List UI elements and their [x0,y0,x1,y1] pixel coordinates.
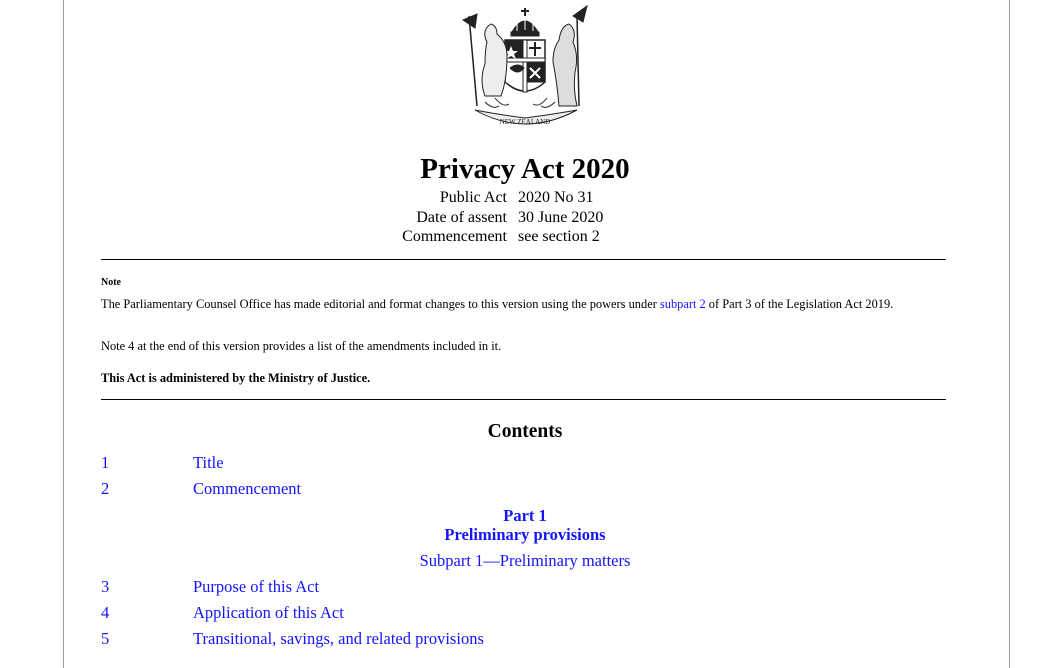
meta-value: see section 2 [518,228,600,245]
toc-link[interactable]: Transitional, savings, and related provisions [193,629,484,648]
meta-label: Commencement [402,228,507,245]
toc-number[interactable]: 4 [101,603,110,622]
note-heading: Note [101,277,121,288]
toc-link[interactable]: Commencement [193,479,302,498]
meta-row-public-act [0,188,1050,208]
toc-link[interactable]: Application of this Act [193,603,344,622]
divider [101,259,946,260]
meta-row-commencement [0,227,1050,247]
meta-value: 2020 No 31 [518,189,594,206]
meta-label: Public Act [439,189,507,206]
nz-coat-of-arms-icon [455,2,595,136]
toc-number[interactable]: 5 [101,629,110,648]
divider [101,399,946,400]
meta-row-date-of-assent [0,208,1050,228]
toc-part-number[interactable]: Part 1 [503,506,547,525]
act-metadata [0,188,1050,247]
toc-part-title[interactable]: Preliminary provisions [444,525,606,544]
note-text-after: of Part 3 of the Legislation Act 2019. [705,297,894,311]
toc-subpart[interactable]: Subpart 1—Preliminary matters [419,551,631,570]
note-text-before: The Parliamentary Counsel Office has made editorial and format changes to this version using the powers under [101,297,660,311]
toc-link[interactable]: Purpose of this Act [193,577,320,596]
administered-by-text: This Act is administered by the Ministry of Justice. [101,371,371,385]
subpart-2-link[interactable]: subpart 2 [659,297,706,311]
meta-value: 30 June 2020 [518,208,604,226]
toc-number[interactable]: 3 [101,577,110,596]
act-title: Privacy Act 2020 [420,153,630,185]
toc-link[interactable]: Title [193,453,224,472]
svg-text:NEW ZEALAND: NEW ZEALAND [499,118,551,126]
toc-number[interactable]: 2 [101,479,110,498]
contents-title: Contents [487,421,563,442]
toc-number[interactable]: 1 [101,453,110,472]
note-text [101,295,946,313]
note-4-text: Note 4 at the end of this version provides a list of the amendments included in it. [101,339,502,353]
meta-label: Date of assent [416,208,507,226]
